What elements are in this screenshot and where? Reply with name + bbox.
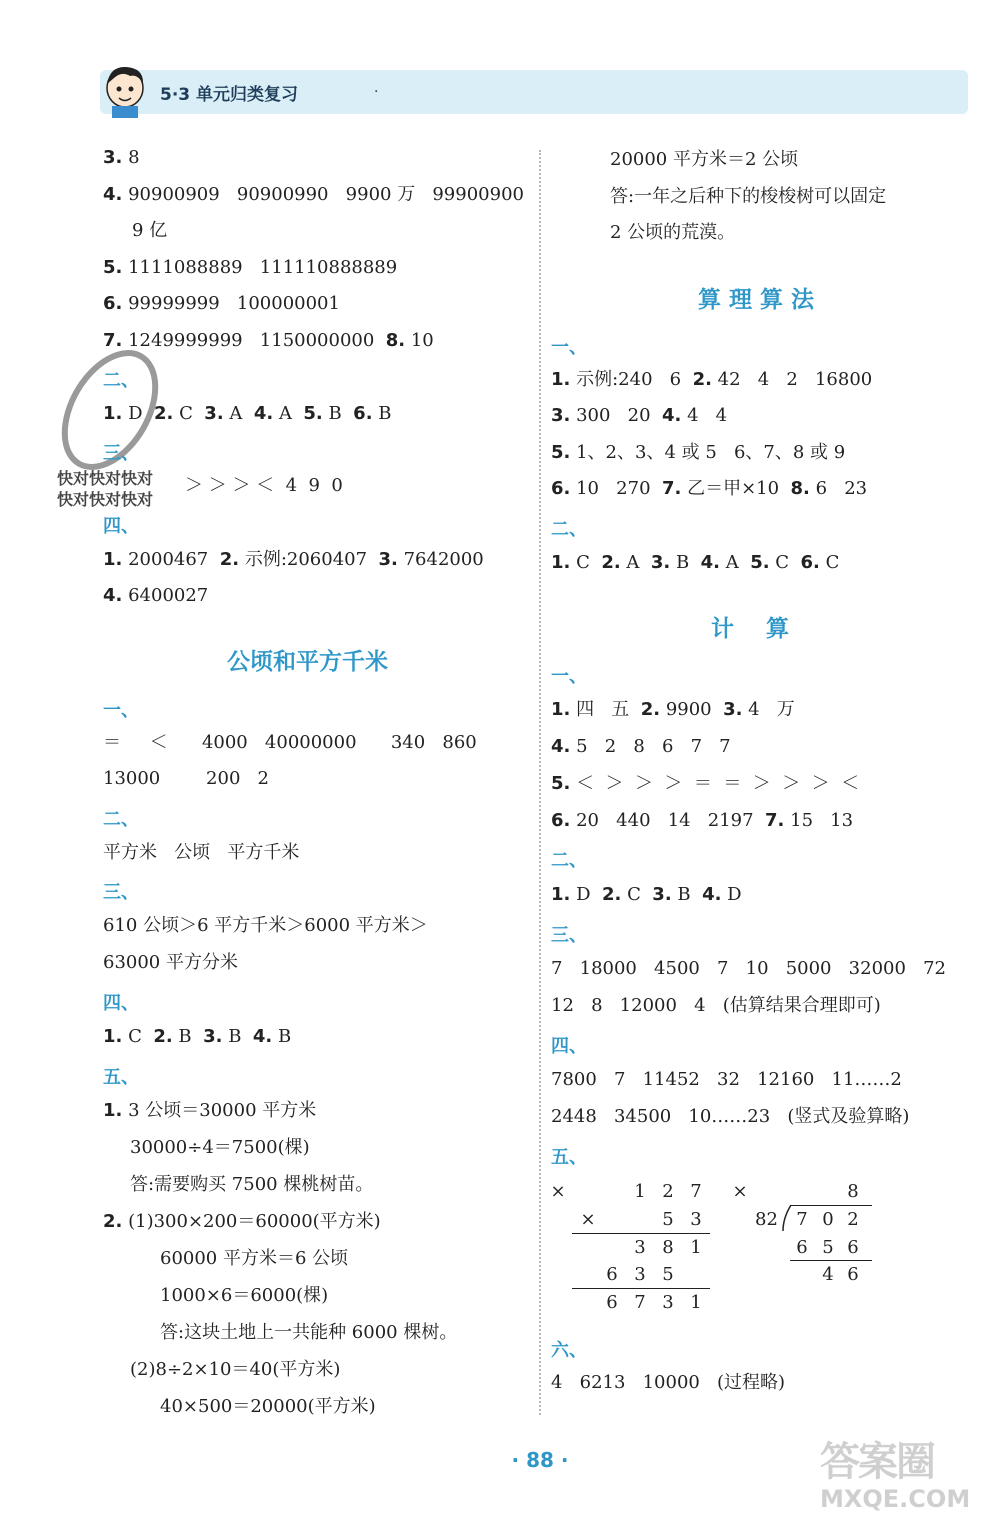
- question-number: 3.: [652, 884, 672, 905]
- answer-text: B: [670, 552, 701, 573]
- question-number: 4.: [661, 405, 682, 426]
- question-number: 2.: [153, 1026, 173, 1047]
- question-number: 2.: [640, 699, 661, 720]
- answer-line: 63000 平方分米: [103, 952, 238, 973]
- answer-line: [103, 329, 434, 353]
- answer-text: 10 270: [570, 478, 662, 499]
- question-number: 1.: [103, 1026, 123, 1047]
- question-number: 3.: [103, 147, 123, 168]
- answer-text: 6 23: [809, 478, 868, 499]
- page-number: · 88 ·: [511, 1448, 569, 1472]
- site-logo-text: 答案圈: [820, 1439, 934, 1485]
- question-number: 5.: [750, 552, 770, 573]
- answer-text: 15 13: [784, 810, 854, 831]
- text-fragment: 4: [822, 1264, 834, 1285]
- answer-line: 2 公顷的荒漠。: [610, 222, 736, 243]
- answer-line: 平方米 公顷 平方千米: [103, 842, 300, 863]
- section-heading: 二、: [103, 809, 139, 830]
- text-fragment: 3: [634, 1264, 646, 1285]
- answer-line: 610 公顷＞6 平方千米＞6000 平方米＞: [103, 915, 428, 936]
- answer-text: 8: [122, 147, 140, 168]
- question-number: 2.: [153, 403, 174, 424]
- answer-text: 300 20: [570, 405, 662, 426]
- answer-line: [103, 1025, 291, 1049]
- question-number: 5.: [303, 403, 323, 424]
- text-fragment: 8: [662, 1237, 674, 1258]
- answer-line: [551, 735, 731, 759]
- question-number: 1.: [551, 884, 571, 905]
- section-heading: 一、: [551, 337, 587, 358]
- text-fragment: 7: [690, 1181, 702, 1202]
- section-heading: 三、: [103, 443, 139, 464]
- question-number: 2.: [219, 549, 240, 570]
- section-heading: 六、: [551, 1340, 587, 1361]
- text-fragment: 3: [690, 1209, 702, 1230]
- question-number: 4.: [702, 884, 722, 905]
- answer-line: [103, 292, 340, 316]
- question-number: 5.: [103, 257, 123, 278]
- text-fragment: 2: [662, 1181, 674, 1202]
- question-number: 3.: [551, 405, 571, 426]
- section-heading: 一、: [551, 666, 587, 687]
- answer-text: B: [222, 1026, 253, 1047]
- answer-text: B: [272, 1026, 292, 1047]
- text-fragment: 7: [634, 1292, 646, 1313]
- answer-text: B: [172, 1026, 204, 1047]
- section-heading: 五、: [551, 1147, 587, 1168]
- text-fragment: ×: [580, 1209, 596, 1230]
- question-number: 5.: [551, 773, 571, 794]
- section-heading: 一、: [103, 700, 139, 721]
- answer-text: 20 440 14 2197: [570, 810, 766, 831]
- answer-line: 12 8 12000 4 (估算结果合理即可): [551, 995, 881, 1016]
- answer-text: 1、2、3、4 或 5 6、7、8 或 9: [570, 442, 846, 463]
- question-number: 7.: [765, 810, 785, 831]
- header-title: 5·3 单元归类复习: [160, 85, 299, 105]
- answer-line: [103, 183, 524, 207]
- answer-line: [551, 772, 859, 796]
- answer-line: [551, 477, 867, 501]
- question-number: 5.: [551, 442, 571, 463]
- text-fragment: 6: [847, 1237, 859, 1258]
- text-fragment: 6: [847, 1264, 859, 1285]
- question-number: 6.: [800, 552, 820, 573]
- answer-line: (2)8÷2×10＝40(平方米): [130, 1359, 341, 1380]
- answer-text: B: [671, 884, 703, 905]
- section-heading: 二、: [551, 519, 587, 540]
- answer-text: 7642000: [397, 549, 484, 570]
- question-number: 3.: [203, 1026, 223, 1047]
- unit-title: 计 算: [711, 616, 790, 642]
- answer-line: [551, 551, 839, 575]
- answer-text: 1111088889 111110888889: [122, 257, 398, 278]
- question-number: 3.: [723, 699, 743, 720]
- cross-mark: ×: [550, 1181, 566, 1202]
- section-heading: 三、: [551, 925, 587, 946]
- answer-line: ＞ ＞ ＞ ＜ 4 9 0: [185, 475, 343, 496]
- cross-mark: ×: [732, 1181, 748, 1202]
- section-heading: 四、: [103, 516, 139, 537]
- header-dot: ·: [374, 84, 379, 100]
- section-heading: 四、: [103, 993, 139, 1014]
- question-number: 8.: [790, 478, 810, 499]
- answer-text: 90900909 90900990 9900 万 99900900: [122, 184, 524, 205]
- answer-text: D: [570, 884, 602, 905]
- question-number: 6.: [551, 810, 571, 831]
- question-number: 6.: [353, 403, 373, 424]
- text-fragment: 1: [690, 1292, 702, 1313]
- answer-line: [103, 584, 208, 608]
- answer-line: 7 18000 4500 7 10 5000 32000 72: [551, 958, 947, 979]
- answer-text: 4 4: [681, 405, 728, 426]
- answer-text: C: [769, 552, 801, 573]
- answer-text: 5 2 8 6 7 7: [570, 736, 731, 757]
- answer-text: A: [273, 403, 304, 424]
- question-number: 1.: [551, 369, 571, 390]
- calc-rule-line: [790, 1260, 872, 1261]
- question-number: 4.: [103, 184, 123, 205]
- answer-text: C: [570, 552, 602, 573]
- answer-text: C: [173, 403, 205, 424]
- calc-rule-line: [572, 1288, 710, 1289]
- question-number: 3.: [650, 552, 671, 573]
- text-fragment: 5: [662, 1264, 674, 1285]
- answer-text: A: [720, 552, 751, 573]
- answer-line: 30000÷4＝7500(棵): [130, 1137, 310, 1158]
- question-number: 1.: [103, 1100, 123, 1121]
- section-heading: 三、: [103, 882, 139, 903]
- answer-text: 2000467: [122, 549, 220, 570]
- answer-text: (1)300×200＝60000(平方米): [122, 1211, 381, 1232]
- answer-text: B: [372, 403, 392, 424]
- watermark-text-2: 快对快对快对: [57, 490, 154, 509]
- answer-line: 答:需要购买 7500 棵桃树苗。: [130, 1174, 374, 1195]
- question-number: 7.: [661, 478, 682, 499]
- text-fragment: 8: [847, 1181, 859, 1202]
- answer-text: 3 公顷＝30000 平方米: [122, 1100, 317, 1121]
- answer-text: B: [322, 403, 354, 424]
- answer-text: 6400027: [122, 585, 209, 606]
- answer-text: ＜ ＞ ＞ ＞ ＝ ＝ ＞ ＞ ＞ ＜: [570, 773, 860, 794]
- watermark-text-1: 快对快对快对: [57, 469, 154, 488]
- answer-text: C: [122, 1026, 154, 1047]
- answer-text: C: [621, 884, 653, 905]
- text-fragment: 82: [755, 1209, 778, 1230]
- answer-text: A: [223, 403, 254, 424]
- answer-line: [103, 146, 140, 170]
- text-fragment: 6: [796, 1237, 808, 1258]
- question-number: 6.: [103, 293, 123, 314]
- question-number: 1.: [551, 552, 571, 573]
- answer-line: [103, 548, 484, 572]
- question-number: 2.: [601, 884, 622, 905]
- answer-text: 示例:240 6: [570, 369, 693, 390]
- answer-line: [551, 404, 727, 428]
- answer-line: 20000 平方米＝2 公顷: [610, 149, 799, 170]
- text-fragment: 5: [822, 1237, 834, 1258]
- question-number: 3.: [204, 403, 224, 424]
- question-number: 1.: [551, 699, 571, 720]
- answer-line: [551, 368, 872, 392]
- question-number: 8.: [385, 330, 406, 351]
- question-number: 3.: [378, 549, 398, 570]
- answer-text: 99999999 100000001: [122, 293, 340, 314]
- question-number: 4.: [700, 552, 721, 573]
- question-number: 6.: [551, 478, 571, 499]
- answer-line: [103, 256, 397, 280]
- section-heading: 四、: [551, 1036, 587, 1057]
- answer-line: 答:一年之后种下的梭梭树可以固定: [610, 186, 887, 207]
- answer-line: 答:这块土地上一共能种 6000 棵树。: [160, 1322, 458, 1343]
- text-fragment: 3: [662, 1292, 674, 1313]
- answer-line: [551, 698, 795, 722]
- question-number: 1.: [103, 403, 123, 424]
- text-fragment: 1: [690, 1237, 702, 1258]
- answer-text: 9900: [660, 699, 724, 720]
- answer-line: 1000×6＝6000(棵): [160, 1285, 329, 1306]
- answer-line: 2448 34500 10……23 (竖式及验算略): [551, 1106, 910, 1127]
- answer-text: 乙＝甲×10: [681, 478, 791, 499]
- answer-text: 42 4 2 16800: [711, 369, 873, 390]
- answer-line: 9 亿: [132, 220, 168, 241]
- text-fragment: 0: [822, 1209, 834, 1230]
- section-heading: 二、: [551, 850, 587, 871]
- answer-line: 40×500＝20000(平方米): [160, 1396, 376, 1417]
- text-fragment: 6: [606, 1292, 618, 1313]
- column-divider: [539, 150, 541, 1415]
- question-number: 4.: [103, 585, 123, 606]
- answer-text: 四 五: [570, 699, 641, 720]
- mascot-boy-icon: [100, 62, 150, 118]
- text-fragment: 6: [606, 1264, 618, 1285]
- unit-title: 公顷和平方千米: [227, 649, 388, 675]
- question-number: 2.: [103, 1211, 123, 1232]
- question-number: 1.: [103, 549, 123, 570]
- question-number: 2.: [692, 369, 712, 390]
- answer-line: [103, 1099, 316, 1123]
- answer-text: 示例:2060407: [239, 549, 379, 570]
- answer-text: 4 万: [742, 699, 795, 720]
- text-fragment: 1: [634, 1181, 646, 1202]
- answer-line: 13000 200 2: [103, 768, 270, 789]
- calc-rule-line: [572, 1233, 710, 1234]
- question-number: 7.: [103, 330, 123, 351]
- section-heading: 二、: [103, 370, 139, 391]
- text-fragment: 3: [634, 1237, 646, 1258]
- text-fragment: 5: [662, 1209, 674, 1230]
- section-heading: 五、: [103, 1067, 139, 1088]
- answer-line: [551, 809, 853, 833]
- answer-line: [551, 883, 742, 907]
- question-number: 4.: [253, 403, 274, 424]
- answer-text: 10: [405, 330, 434, 351]
- site-logo-url: MXQE.COM: [820, 1485, 971, 1513]
- question-number: 4.: [252, 1026, 273, 1047]
- answer-text: D: [122, 403, 154, 424]
- answer-text: D: [721, 884, 742, 905]
- calc-rule-line: [790, 1205, 872, 1206]
- question-number: 2.: [601, 552, 621, 573]
- unit-title: 算 理 算 法: [698, 287, 815, 313]
- text-fragment: 7: [796, 1209, 808, 1230]
- answer-text: A: [620, 552, 651, 573]
- answer-line: 4 6213 10000 (过程略): [551, 1372, 786, 1393]
- text-fragment: 2: [847, 1209, 859, 1230]
- answer-line: ＝ ＜ 4000 40000000 340 860: [103, 732, 477, 753]
- answer-text: C: [819, 552, 840, 573]
- answer-line: 7800 7 11452 32 12160 11……2: [551, 1069, 902, 1090]
- question-number: 4.: [551, 736, 571, 757]
- answer-line: [103, 1210, 381, 1234]
- answer-line: [551, 441, 845, 465]
- answer-text: 1249999999 1150000000: [122, 330, 386, 351]
- answer-line: [103, 402, 392, 426]
- answer-line: 60000 平方米＝6 公顷: [160, 1248, 349, 1269]
